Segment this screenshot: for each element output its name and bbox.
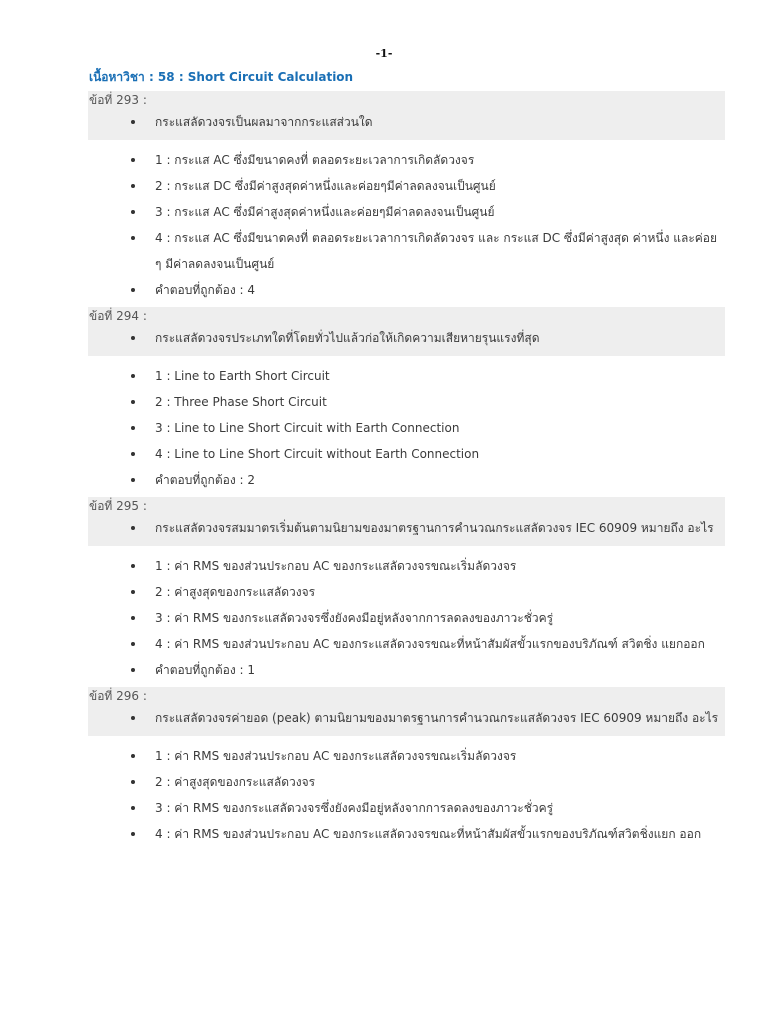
bullet-icon xyxy=(131,642,135,646)
question-box xyxy=(88,687,725,736)
correct-answer: คำตอบที่ถูกต้อง : 1 xyxy=(88,657,725,683)
page-number: -1- xyxy=(375,47,393,60)
bullet-icon xyxy=(131,158,135,162)
answer-item: 1 : กระแส AC ซึ่งมีขนาดคงที่ ตลอดระยะเวลาการเกิดลัดวงจร xyxy=(88,147,725,173)
question-box xyxy=(88,91,725,140)
bullet-icon xyxy=(131,616,135,620)
correct-answer: คำตอบที่ถูกต้อง : 2 xyxy=(88,467,725,493)
question-block xyxy=(88,497,725,683)
bullet-icon xyxy=(131,236,135,240)
bullet-icon xyxy=(131,716,135,720)
answer-item: 4 : ค่า RMS ของส่วนประกอบ AC ของกระแสลัดวงจรขณะที่หน้าสัมผัสขั้วแรกของบริภัณฑ์สวิตชิ่งแยก ออก xyxy=(88,821,725,847)
answer-list xyxy=(88,356,725,493)
answer-item: 4 : Line to Line Short Circuit without Earth Connection xyxy=(88,441,725,467)
bullet-icon xyxy=(131,780,135,784)
bullet-icon xyxy=(131,452,135,456)
subject-title: เนื้อหาวิชา : 58 : Short Circuit Calculation xyxy=(89,70,354,84)
bullet-icon xyxy=(131,806,135,810)
bullet-icon xyxy=(131,668,135,672)
bullet-icon xyxy=(131,590,135,594)
answer-list xyxy=(88,546,725,683)
answer-item: 1 : ค่า RMS ของส่วนประกอบ AC ของกระแสลัดวงจรขณะเริ่มลัดวงจร xyxy=(88,743,725,769)
bullet-icon xyxy=(131,526,135,530)
bullet-icon xyxy=(131,564,135,568)
answer-item: 2 : กระแส DC ซึ่งมีค่าสูงสุดค่าหนึ่งและค่อยๆมีค่าลดลงจนเป็นศูนย์ xyxy=(88,173,725,199)
question-number: ข้อที่ 294 : xyxy=(89,309,147,323)
answer-item: 1 : Line to Earth Short Circuit xyxy=(88,363,725,389)
bullet-icon xyxy=(131,288,135,292)
question-text: กระแสลัดวงจรประเภทใดที่โดยทั่วไปแล้วก่อให้เกิดความเสียหายรุนแรงที่สุด xyxy=(88,325,725,351)
answer-item: 4 : ค่า RMS ของส่วนประกอบ AC ของกระแสลัดวงจรขณะที่หน้าสัมผัสขั้วแรกของบริภัณฑ์ สวิตชิ่ง แยกออก xyxy=(88,631,725,657)
question-text: กระแสลัดวงจรเป็นผลมาจากกระแสส่วนใด xyxy=(88,109,725,135)
answer-item: 4 : กระแส AC ซึ่งมีขนาดคงที่ ตลอดระยะเวลาการเกิดลัดวงจร และ กระแส DC ซึ่งมีค่าสูงสุด ค่าหนึ่ง และค่อย ๆ มีค่าลดลงจนเป็นศูนย์ xyxy=(88,225,725,277)
question-text: กระแสลัดวงจรค่ายอด (peak) ตามนิยามของมาตรฐานการคำนวณกระแสลัดวงจร IEC 60909 หมายถึง อะไร xyxy=(88,705,725,731)
bullet-icon xyxy=(131,374,135,378)
bullet-icon xyxy=(131,120,135,124)
question-block xyxy=(88,307,725,493)
bullet-icon xyxy=(131,400,135,404)
correct-answer: คำตอบที่ถูกต้อง : 4 xyxy=(88,277,725,303)
answer-item: 2 : ค่าสูงสุดของกระแสลัดวงจร xyxy=(88,579,725,605)
question-number: ข้อที่ 295 : xyxy=(89,499,147,513)
question-box xyxy=(88,497,725,546)
answer-item: 3 : ค่า RMS ของกระแสลัดวงจรซึ่งยังคงมีอยู่หลังจากการลดลงของภาวะชั่วครู่ xyxy=(88,795,725,821)
answer-item: 3 : กระแส AC ซึ่งมีค่าสูงสุดค่าหนึ่งและค่อยๆมีค่าลดลงจนเป็นศูนย์ xyxy=(88,199,725,225)
question-block xyxy=(88,687,725,847)
bullet-icon xyxy=(131,336,135,340)
bullet-icon xyxy=(131,210,135,214)
answer-list xyxy=(88,736,725,847)
answer-item: 1 : ค่า RMS ของส่วนประกอบ AC ของกระแสลัดวงจรขณะเริ่มลัดวงจร xyxy=(88,553,725,579)
answer-list xyxy=(88,140,725,303)
question-list xyxy=(88,91,725,851)
answer-item: 3 : Line to Line Short Circuit with Earth Connection xyxy=(88,415,725,441)
bullet-icon xyxy=(131,832,135,836)
question-text: กระแสลัดวงจรสมมาตรเริ่มต้นตามนิยามของมาตรฐานการคำนวณกระแสลัดวงจร IEC 60909 หมายถึง อะไร xyxy=(88,515,725,541)
answer-item: 3 : ค่า RMS ของกระแสลัดวงจรซึ่งยังคงมีอยู่หลังจากการลดลงของภาวะชั่วครู่ xyxy=(88,605,725,631)
bullet-icon xyxy=(131,184,135,188)
bullet-icon xyxy=(131,754,135,758)
answer-item: 2 : Three Phase Short Circuit xyxy=(88,389,725,415)
bullet-icon xyxy=(131,478,135,482)
question-box xyxy=(88,307,725,356)
question-block xyxy=(88,91,725,303)
bullet-icon xyxy=(131,426,135,430)
answer-item: 2 : ค่าสูงสุดของกระแสลัดวงจร xyxy=(88,769,725,795)
question-number: ข้อที่ 296 : xyxy=(89,689,147,703)
question-number: ข้อที่ 293 : xyxy=(89,93,147,107)
